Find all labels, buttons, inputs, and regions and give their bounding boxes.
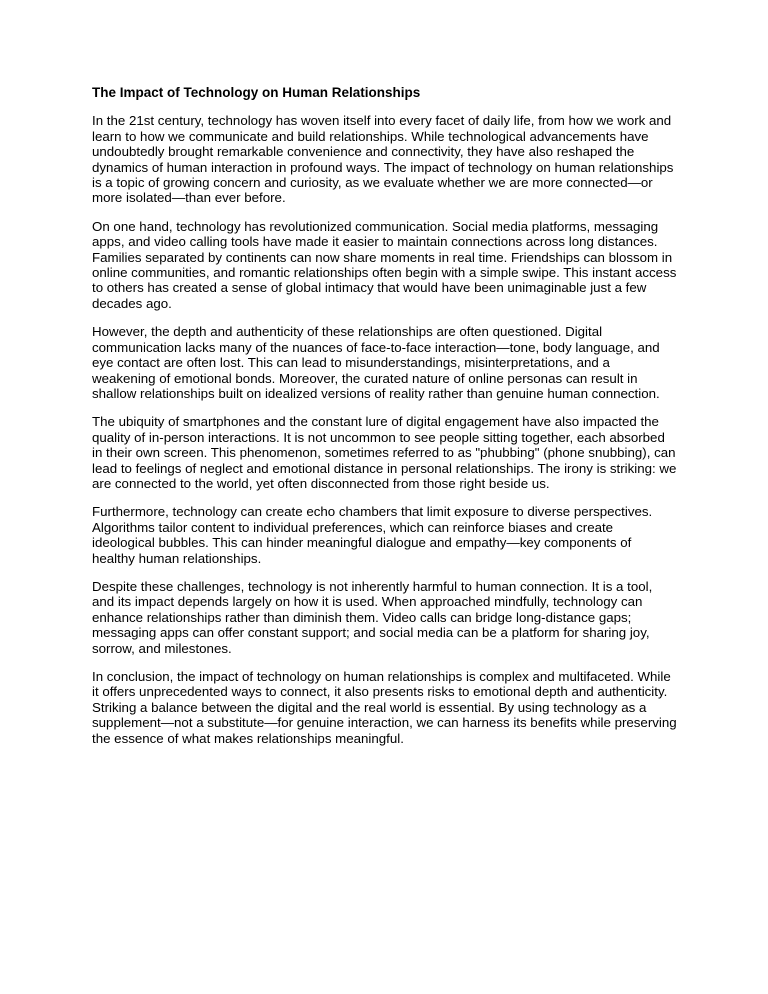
document-title: The Impact of Technology on Human Relationships xyxy=(92,85,421,100)
document-page xyxy=(92,85,677,759)
paragraph-echo-chambers: Furthermore, technology can create echo chambers that limit exposure to diverse perspectives. Algorithms tailor content to individual preferences, which can reinforce biases and create ideological bubbles. This can hinder meaningful dialogue and empathy—key components of healthy human relationships. xyxy=(92,504,653,566)
paragraph-depth-authenticity: However, the depth and authenticity of these relationships are often questioned. Digital communication lacks many of the nuances of face-to-face interaction—tone, body language, and eye contact are often lost. This can lead to misunderstandings, misinterpretations, and a weakening of emotional bonds. Moreover, the curated nature of online personas can result in shallow relationships built on idealized versions of reality rather than genuine human connection. xyxy=(92,324,660,401)
paragraph-communication-revolution: On one hand, technology has revolutionized communication. Social media platforms, messaging apps, and video calling tools have made it easier to maintain connections across long distances. Families separated by continents can now share moments in real time. Friendships can blossom in online communities, and romantic relationships often begin with a simple swipe. This instant access to others has created a sense of global intimacy that would have been unimaginable just a few decades ago. xyxy=(92,218,677,311)
paragraph-mindful-use: Despite these challenges, technology is not inherently harmful to human connection. It is a tool, and its impact depends largely on how it is used. When approached mindfully, technology can enhance relationships rather than diminish them. Video calls can bridge long-distance gaps; messaging apps can offer constant support; and social media can be a platform for sharing joy, sorrow, and milestones. xyxy=(92,578,653,656)
paragraph-intro: In the 21st century, technology has woven itself into every facet of daily life, from how we work and learn to how we communicate and build relationships. While technological advancements have undoubtedly brought remarkable convenience and connectivity, they have also reshaped the dynamics of human interaction in profound ways. The impact of technology on human relationships is a topic of growing concern and curiosity, as we evaluate whether we are more connected—or more isolated—than ever before. xyxy=(92,113,674,206)
paragraph-conclusion: In conclusion, the impact of technology on human relationships is complex and multifaceted. While it offers unprecedented ways to connect, it also presents risks to emotional depth and authenticity. Striking a balance between the digital and the real world is essential. By using technology as a supplement—not a substitute—for genuine interaction, we can harness its benefits while preserving the essence of what makes relationships meaningful. xyxy=(92,669,677,746)
paragraph-smartphone-ubiquity: The ubiquity of smartphones and the constant lure of digital engagement have also impacted the quality of in-person interactions. It is not uncommon to see people sitting together, each absorbed in their own screen. This phenomenon, sometimes referred to as "phubbing" (phone snubbing), can lead to feelings of neglect and emotional distance in personal relationships. The irony is striking: we are connected to the world, yet often disconnected from those right beside us. xyxy=(92,414,677,491)
